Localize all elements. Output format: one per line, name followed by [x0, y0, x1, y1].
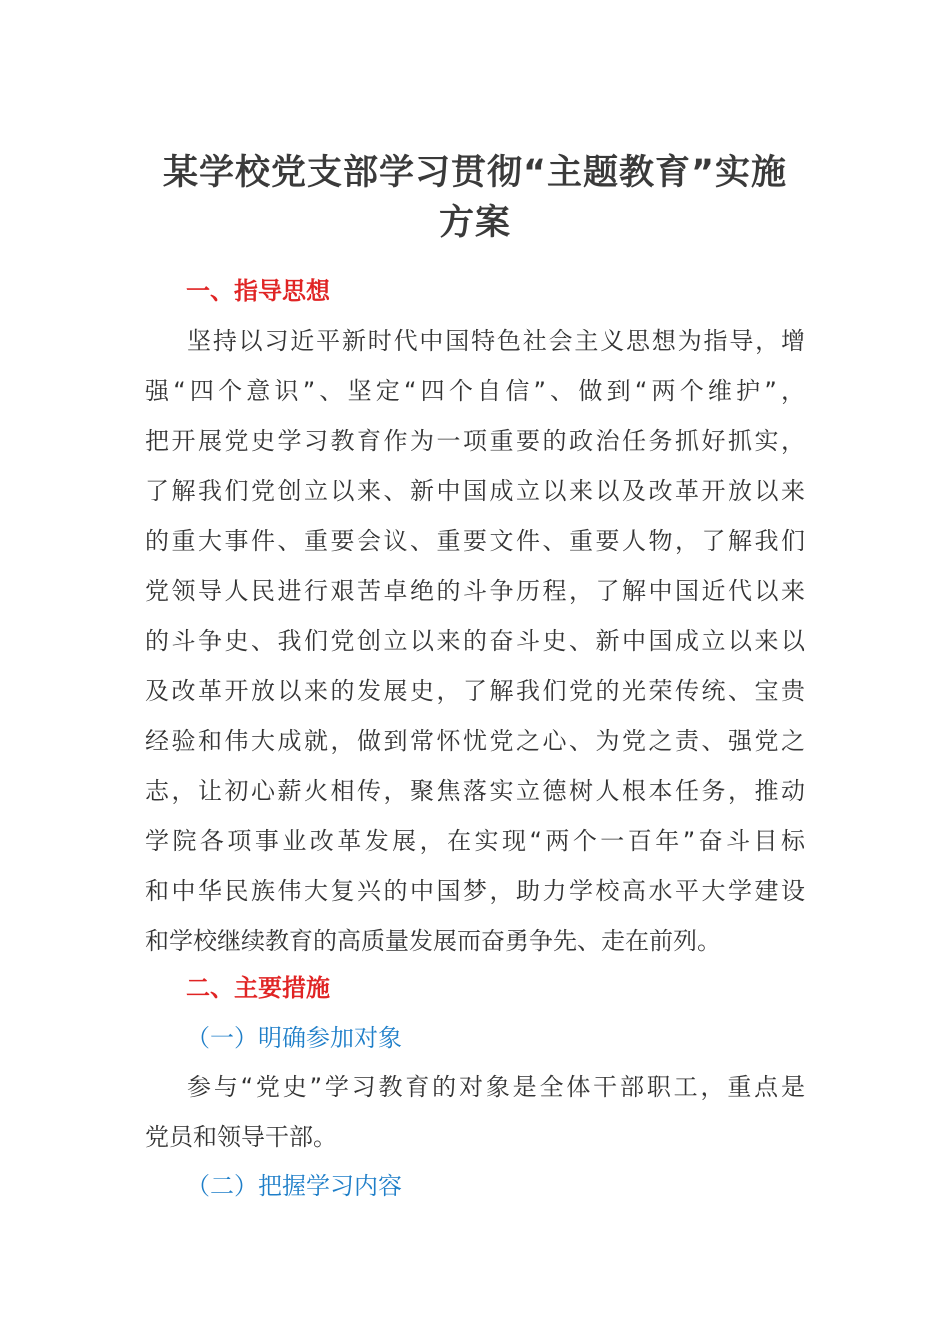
paragraph-line: 的斗争史、我们党创立以来的奋斗史、新中国成立以来以: [145, 627, 805, 655]
document-title: [130, 148, 820, 248]
paragraph-line: 强“四个意识”、坚定“四个自信”、做到“两个维护”，: [145, 377, 805, 405]
paragraph-line: 了解我们党创立以来、新中国成立以来以及改革开放以来: [145, 477, 805, 505]
paragraph-line: 经验和伟大成就，做到常怀忧党之心、为党之责、强党之: [145, 727, 805, 755]
paragraph-line: 及改革开放以来的发展史，了解我们党的光荣传统、宝贵: [145, 677, 805, 705]
section-heading-guiding-ideology: 一、指导思想: [186, 277, 330, 305]
subsection-heading-participants: （一）明确参加对象: [186, 1024, 402, 1052]
title-line-2: 方案: [438, 203, 511, 243]
paragraph-guiding-ideology: [145, 316, 805, 966]
paragraph-line: 党领导人民进行艰苦卓绝的斗争历程，了解中国近代以来: [145, 577, 805, 605]
subsection-heading-learning-content: （二）把握学习内容: [186, 1172, 402, 1200]
paragraph-line: 的重大事件、重要会议、重要文件、重要人物，了解我们: [145, 527, 805, 555]
paragraph-line: 把开展党史学习教育作为一项重要的政治任务抓好抓实，: [145, 427, 805, 455]
paragraph-line: 志，让初心薪火相传，聚焦落实立德树人根本任务，推动: [145, 777, 805, 805]
paragraph-line: 学院各项事业改革发展，在实现“两个一百年”奋斗目标: [145, 827, 805, 855]
paragraph-line: 和中华民族伟大复兴的中国梦，助力学校高水平大学建设: [145, 877, 805, 905]
paragraph-line: 坚持以习近平新时代中国特色社会主义思想为指导，增: [187, 327, 805, 355]
paragraph-participants: [145, 1062, 805, 1162]
paragraph-line: 党员和领导干部。: [145, 1123, 337, 1151]
title-line-1: 某学校党支部学习贯彻“主题教育”实施: [162, 153, 787, 193]
section-heading-main-measures: 二、主要措施: [186, 974, 330, 1002]
paragraph-line: 和学校继续教育的高质量发展而奋勇争先、走在前列。: [145, 927, 721, 955]
paragraph-line: 参与“党史”学习教育的对象是全体干部职工，重点是: [187, 1073, 805, 1101]
